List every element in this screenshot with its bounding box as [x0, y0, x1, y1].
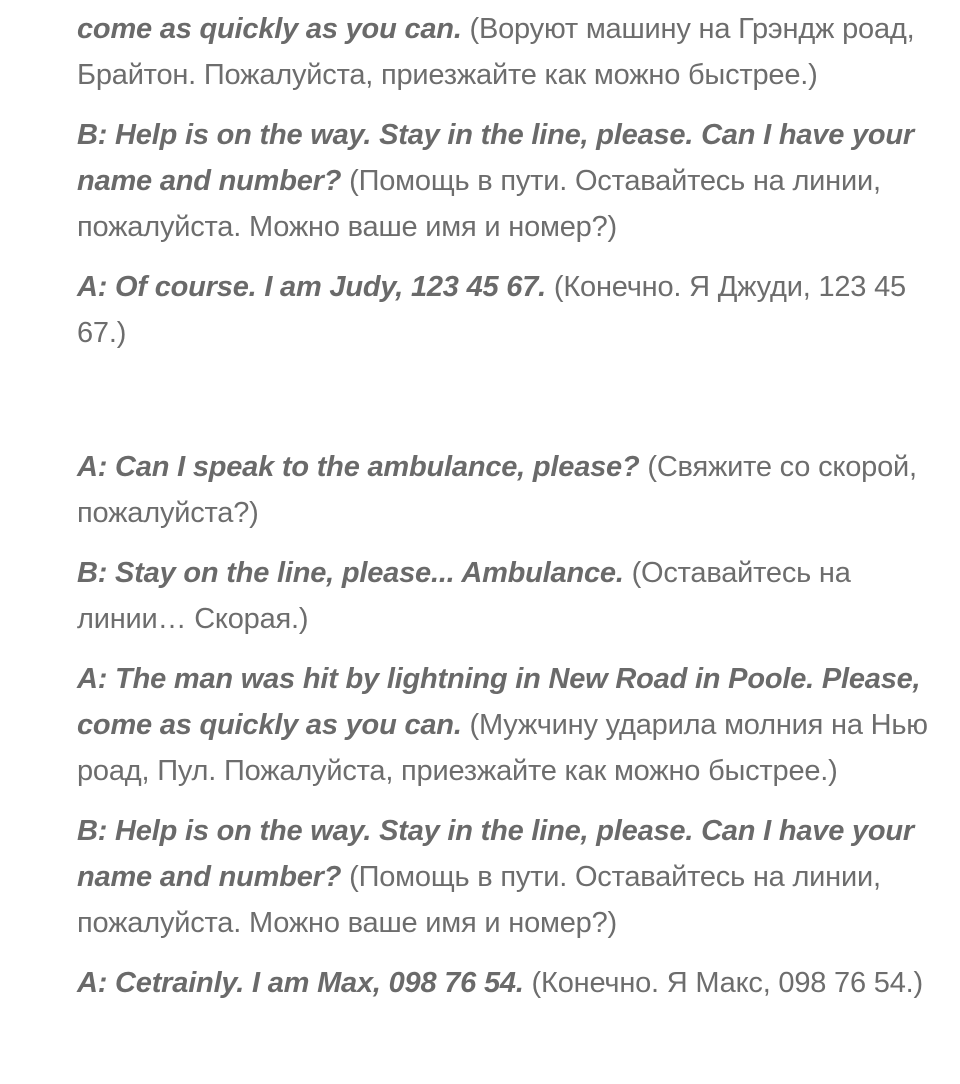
russian-translation: (Конечно. Я Макс, 098 76 54.)	[531, 967, 923, 999]
dialogue-2-line-3	[77, 656, 957, 794]
dialogue-1-line-3	[77, 264, 957, 356]
english-phrase: B: Stay on the line, please... Ambulance.	[77, 557, 624, 589]
dialogue-2-line-1	[77, 444, 957, 536]
russian-translation: (Мужчину ударила молния на Нью роад, Пул. Пожалуйста, приезжайте как можно быстрее.)	[77, 709, 928, 787]
english-phrase: B: Help is on the way. Stay in the line, please. Can I have your name and number?	[77, 119, 915, 197]
dialogue-1-line-2	[77, 112, 957, 250]
dialogue-separator	[77, 370, 957, 444]
english-phrase: come as quickly as you can.	[77, 13, 462, 45]
dialogue-2-line-4	[77, 808, 957, 946]
english-phrase: B: Help is on the way. Stay in the line, please. Can I have your name and number?	[77, 815, 915, 893]
dialogue-1-line-1	[77, 6, 957, 98]
russian-translation: (Конечно. Я Джуди, 123 45 67.)	[77, 271, 906, 349]
russian-translation: (Помощь в пути. Оставайтесь на линии, пожалуйста. Можно ваше имя и номер?)	[77, 861, 881, 939]
document-body	[77, 6, 957, 1020]
english-phrase: A: The man was hit by lightning in New Road in Poole. Please, come as quickly as you can.	[77, 663, 921, 741]
russian-translation: (Воруют машину на Грэндж роад, Брайтон. Пожалуйста, приезжайте как можно быстрее.)	[77, 13, 915, 91]
english-phrase: A: Of course. I am Judy, 123 45 67.	[77, 271, 547, 303]
russian-translation: (Помощь в пути. Оставайтесь на линии, пожалуйста. Можно ваше имя и номер?)	[77, 165, 881, 243]
dialogue-2-line-2	[77, 550, 957, 642]
russian-translation: (Свяжите со скорой, пожалуйста?)	[77, 451, 917, 529]
english-phrase: A: Can I speak to the ambulance, please?	[77, 451, 640, 483]
dialogue-2-line-5	[77, 960, 957, 1006]
russian-translation: (Оставайтесь на линии… Скорая.)	[77, 557, 851, 635]
english-phrase: A: Cetrainly. I am Max, 098 76 54.	[77, 967, 524, 999]
